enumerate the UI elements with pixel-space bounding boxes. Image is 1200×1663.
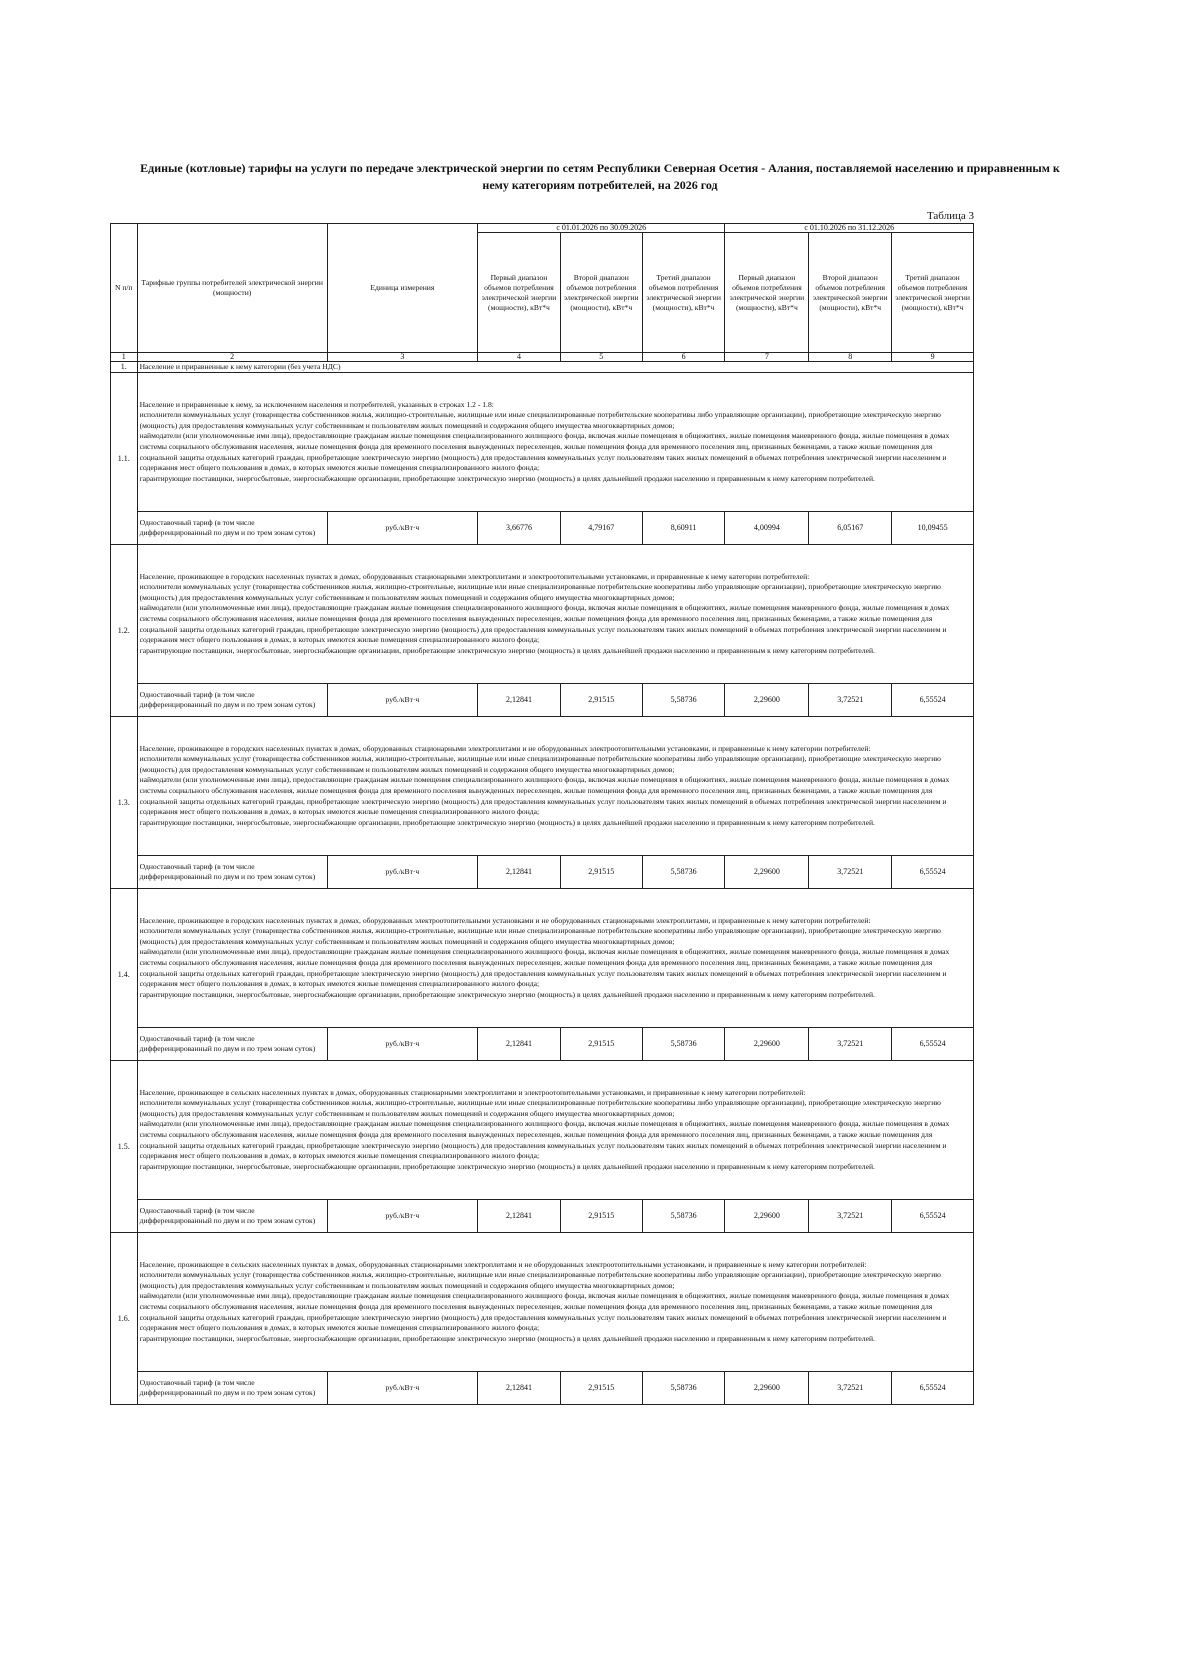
header-range-1-p1: Первый диапазон объемов потребления электрической энергии (мощности), кВт*ч bbox=[478, 233, 561, 353]
tariff-rate-row bbox=[111, 512, 974, 545]
tariff-value: 2,12841 bbox=[478, 1372, 561, 1405]
header-no: N п/п bbox=[111, 224, 138, 353]
index-cell: 8 bbox=[809, 353, 892, 362]
rate-label: Одноставочный тариф (в том числе дифференцированный по двум и по трем зонам суток) bbox=[137, 684, 327, 717]
header-row-period bbox=[111, 224, 974, 233]
tariff-value: 3,72521 bbox=[809, 1028, 892, 1061]
tariff-description-row bbox=[111, 373, 974, 512]
tariff-description-row bbox=[111, 717, 974, 856]
rate-label: Одноставочный тариф (в том числе дифференцированный по двум и по трем зонам суток) bbox=[137, 1028, 327, 1061]
consumer-group-description bbox=[137, 1233, 973, 1372]
tariff-value: 2,91515 bbox=[560, 856, 642, 889]
tariff-value: 5,58736 bbox=[642, 856, 725, 889]
tariff-rate-row bbox=[111, 856, 974, 889]
tariff-table bbox=[110, 223, 974, 1405]
consumer-subgroup-line: наймодатели (или уполномоченные ими лица), предоставляющие гражданам жилые помещения специализированного жилищного фонда, включая жилые помещения в общежитиях, жилые помещения маневренного фонда, жилые помещения в домах системы социального обслуживания населения, жилые помещения фонда для временного поселения вынужденных переселенцев, жилые помещения фонда для временного поселения лиц, признанных беженцами, а также жилые помещения для социальной защиты отдельных категорий граждан, приобретающие электрическую энергию (мощность) для предоставления коммунальных услуг пользователям таких жилых помещений в объемах потребления электрической энергии населением и содержания мест общего пользования в домах, в которых имеются жилые помещения специализированного жилого фонда; bbox=[139, 603, 950, 645]
index-cell: 9 bbox=[892, 353, 974, 362]
rate-label: Одноставочный тариф (в том числе дифференцированный по двум и по трем зонам суток) bbox=[137, 856, 327, 889]
consumer-subgroup-line: исполнители коммунальных услуг (товарищества собственников жилья, жилищно-строительные, жилищные или иные специализированные потребительские кооперативы либо управляющие организации), приобретающие электрическую энергию (мощность) для предоставления коммунальных услуг собственникам и пользователям жилых помещений и содержания общего имущества многоквартирных домов; bbox=[139, 1270, 941, 1290]
index-cell: 6 bbox=[642, 353, 725, 362]
tariff-value: 3,72521 bbox=[809, 684, 892, 717]
header-range-3-p1: Третий диапазон объемов потребления электрической энергии (мощности), кВт*ч bbox=[642, 233, 725, 353]
tariff-value: 10,09455 bbox=[892, 512, 974, 545]
tariff-value: 8,60911 bbox=[642, 512, 725, 545]
consumer-group-description bbox=[137, 545, 973, 684]
consumer-subgroup-line: наймодатели (или уполномоченные ими лица), предоставляющие гражданам жилые помещения специализированного жилищного фонда, включая жилые помещения в общежитиях, жилые помещения маневренного фонда, жилые помещения в домах системы социального обслуживания населения, жилые помещения фонда для временного поселения вынужденных переселенцев, жилые помещения фонда для временного поселения лиц, признанных беженцами, а также жилые помещения для социальной защиты отдельных категорий граждан, приобретающие электрическую энергию (мощность) для предоставления коммунальных услуг пользователям таких жилых помещений в объемах потребления электрической энергии населением и содержания мест общего пользования в домах, в которых имеются жилые помещения специализированного жилого фонда; bbox=[139, 431, 950, 473]
header-range-2-p1: Второй диапазон объемов потребления электрической энергии (мощности), кВт*ч bbox=[560, 233, 642, 353]
tariff-value: 5,58736 bbox=[642, 684, 725, 717]
header-index-row bbox=[111, 353, 974, 362]
section-row bbox=[111, 362, 974, 373]
rate-unit: руб./кВт·ч bbox=[327, 1028, 477, 1061]
rate-unit: руб./кВт·ч bbox=[327, 1200, 477, 1233]
consumer-subgroup-line: гарантирующие поставщики, энергосбытовые, энергоснабжающие организации, приобретающие электрическую энергию (мощность) в целях дальнейшей продажи населению и приравненным к нему категориям потребителей. bbox=[139, 473, 875, 483]
rate-unit: руб./кВт·ч bbox=[327, 512, 477, 545]
consumer-subgroup-line: наймодатели (или уполномоченные ими лица), предоставляющие гражданам жилые помещения специализированного жилищного фонда, включая жилые помещения в общежитиях, жилые помещения маневренного фонда, жилые помещения в домах системы социального обслуживания населения, жилые помещения фонда для временного поселения вынужденных переселенцев, жилые помещения фонда для временного поселения лиц, признанных беженцами, а также жилые помещения для социальной защиты отдельных категорий граждан, приобретающие электрическую энергию (мощность) для предоставления коммунальных услуг пользователям таких жилых помещений в объемах потребления электрической энергии населением и содержания мест общего пользования в домах, в которых имеются жилые помещения специализированного жилого фонда; bbox=[139, 947, 950, 989]
tariff-value: 3,72521 bbox=[809, 856, 892, 889]
rate-label: Одноставочный тариф (в том числе дифференцированный по двум и по трем зонам суток) bbox=[137, 1200, 327, 1233]
consumer-subgroup-line: гарантирующие поставщики, энергосбытовые, энергоснабжающие организации, приобретающие электрическую энергию (мощность) в целях дальнейшей продажи населению и приравненным к нему категориям потребителей. bbox=[139, 817, 875, 827]
index-cell: 1 bbox=[111, 353, 138, 362]
tariff-value: 6,05167 bbox=[809, 512, 892, 545]
consumer-group-description bbox=[137, 373, 973, 512]
tariff-value: 4,00994 bbox=[725, 512, 809, 545]
consumer-subgroup-line: гарантирующие поставщики, энергосбытовые, энергоснабжающие организации, приобретающие электрическую энергию (мощность) в целях дальнейшей продажи населению и приравненным к нему категориям потребителей. bbox=[139, 645, 875, 655]
consumer-group-heading: Население, проживающее в городских населенных пунктах в домах, оборудованных электроотопительными установками и не оборудованных стационарными электроплитами, и приравненные к нему категории потребителей: bbox=[139, 915, 871, 925]
rate-label: Одноставочный тариф (в том числе дифференцированный по двум и по трем зонам суток) bbox=[137, 512, 327, 545]
consumer-subgroup-line: исполнители коммунальных услуг (товарищества собственников жилья, жилищно-строительные, жилищные или иные специализированные потребительские кооперативы либо управляющие организации), приобретающие электрическую энергию (мощность) для предоставления коммунальных услуг собственникам и пользователям жилых помещений и содержания общего имущества многоквартирных домов; bbox=[139, 410, 941, 430]
index-cell: 4 bbox=[478, 353, 561, 362]
tariff-value: 2,91515 bbox=[560, 1372, 642, 1405]
index-cell: 7 bbox=[725, 353, 809, 362]
header-group: Тарифные группы потребителей электрической энергии (мощности) bbox=[137, 224, 327, 353]
tariff-value: 2,29600 bbox=[725, 1200, 809, 1233]
tariff-value: 2,12841 bbox=[478, 684, 561, 717]
tariff-description-row bbox=[111, 1061, 974, 1200]
consumer-group-heading: Население и приравненные к нему, за исключением населения и потребителей, указанных в строках 1.2 - 1.8: bbox=[139, 399, 494, 409]
rate-label: Одноставочный тариф (в том числе дифференцированный по двум и по трем зонам суток) bbox=[137, 1372, 327, 1405]
consumer-subgroup-line: гарантирующие поставщики, энергосбытовые, энергоснабжающие организации, приобретающие электрическую энергию (мощность) в целях дальнейшей продажи населению и приравненным к нему категориям потребителей. bbox=[139, 1333, 875, 1343]
row-number: 1.4. bbox=[111, 889, 138, 1061]
consumer-subgroup-line: исполнители коммунальных услуг (товарищества собственников жилья, жилищно-строительные, жилищные или иные специализированные потребительские кооперативы либо управляющие организации), приобретающие электрическую энергию (мощность) для предоставления коммунальных услуг собственникам и пользователям жилых помещений и содержания общего имущества многоквартирных домов; bbox=[139, 926, 941, 946]
tariff-description-row bbox=[111, 545, 974, 684]
tariff-rate-row bbox=[111, 1372, 974, 1405]
tariff-value: 2,29600 bbox=[725, 1028, 809, 1061]
header-period-1: с 01.01.2026 по 30.09.2026 bbox=[478, 224, 725, 233]
tariff-value: 5,58736 bbox=[642, 1200, 725, 1233]
tariff-value: 2,12841 bbox=[478, 856, 561, 889]
page-title: Единые (котловые) тарифы на услуги по передаче электрической энергии по сетям Республики Северная Осетия - Алания, поставляемой населению и приравненным к нему категориям потребителей, на 2026 год bbox=[140, 161, 1060, 192]
table-label: Таблица 3 bbox=[926, 210, 974, 222]
row-number: 1.1. bbox=[111, 373, 138, 545]
tariff-description-row bbox=[111, 889, 974, 1028]
tariff-value: 3,66776 bbox=[478, 512, 561, 545]
rate-unit: руб./кВт·ч bbox=[327, 684, 477, 717]
section-no: 1. bbox=[111, 362, 138, 373]
tariff-value: 2,91515 bbox=[560, 1200, 642, 1233]
row-number: 1.2. bbox=[111, 545, 138, 717]
consumer-subgroup-line: наймодатели (или уполномоченные ими лица), предоставляющие гражданам жилые помещения специализированного жилищного фонда, включая жилые помещения в общежитиях, жилые помещения маневренного фонда, жилые помещения в домах системы социального обслуживания населения, жилые помещения фонда для временного поселения вынужденных переселенцев, жилые помещения фонда для временного поселения лиц, признанных беженцами, а также жилые помещения для социальной защиты отдельных категорий граждан, приобретающие электрическую энергию (мощность) для предоставления коммунальных услуг пользователям таких жилых помещений в объемах потребления электрической энергии населением и содержания мест общего пользования в домах, в которых имеются жилые помещения специализированного жилого фонда; bbox=[139, 1119, 950, 1161]
tariff-value: 4,79167 bbox=[560, 512, 642, 545]
tariff-value: 2,29600 bbox=[725, 856, 809, 889]
consumer-subgroup-line: исполнители коммунальных услуг (товарищества собственников жилья, жилищно-строительные, жилищные или иные специализированные потребительские кооперативы либо управляющие организации), приобретающие электрическую энергию (мощность) для предоставления коммунальных услуг собственникам и пользователям жилых помещений и содержания общего имущества многоквартирных домов; bbox=[139, 754, 941, 774]
rate-unit: руб./кВт·ч bbox=[327, 856, 477, 889]
tariff-value: 2,91515 bbox=[560, 684, 642, 717]
tariff-value: 2,29600 bbox=[725, 1372, 809, 1405]
section-label: Население и приравненные к нему категории (без учета НДС) bbox=[137, 362, 973, 373]
tariff-value: 5,58736 bbox=[642, 1028, 725, 1061]
index-cell: 5 bbox=[560, 353, 642, 362]
header-range-2-p2: Второй диапазон объемов потребления электрической энергии (мощности), кВт*ч bbox=[809, 233, 892, 353]
row-number: 1.6. bbox=[111, 1233, 138, 1405]
tariff-value: 6,55524 bbox=[892, 684, 974, 717]
header-period-2: с 01.10.2026 по 31.12.2026 bbox=[725, 224, 974, 233]
tariff-value: 6,55524 bbox=[892, 1028, 974, 1061]
consumer-subgroup-line: исполнители коммунальных услуг (товарищества собственников жилья, жилищно-строительные, жилищные или иные специализированные потребительские кооперативы либо управляющие организации), приобретающие электрическую энергию (мощность) для предоставления коммунальных услуг собственникам и пользователям жилых помещений и содержания общего имущества многоквартирных домов; bbox=[139, 582, 941, 602]
header-unit: Единица измерения bbox=[327, 224, 477, 353]
consumer-group-heading: Население, проживающее в городских населенных пунктах в домах, оборудованных стационарными электроплитами и не оборудованных электроотопительными установками, и приравненные к нему категории потребителей: bbox=[139, 743, 871, 753]
tariff-value: 2,12841 bbox=[478, 1028, 561, 1061]
index-cell: 2 bbox=[137, 353, 327, 362]
tariff-value: 2,29600 bbox=[725, 684, 809, 717]
consumer-subgroup-line: гарантирующие поставщики, энергосбытовые, энергоснабжающие организации, приобретающие электрическую энергию (мощность) в целях дальнейшей продажи населению и приравненным к нему категориям потребителей. bbox=[139, 989, 875, 999]
consumer-group-description bbox=[137, 717, 973, 856]
tariff-rate-row bbox=[111, 1200, 974, 1233]
tariff-value: 2,91515 bbox=[560, 1028, 642, 1061]
consumer-subgroup-line: гарантирующие поставщики, энергосбытовые, энергоснабжающие организации, приобретающие электрическую энергию (мощность) в целях дальнейшей продажи населению и приравненным к нему категориям потребителей. bbox=[139, 1161, 875, 1171]
consumer-group-description bbox=[137, 1061, 973, 1200]
consumer-group-heading: Население, проживающее в городских населенных пунктах в домах, оборудованных стационарными электроплитами и электроотопительными установками, и приравненные к нему категории потребителей: bbox=[139, 571, 810, 581]
tariff-value: 6,55524 bbox=[892, 1372, 974, 1405]
tariff-value: 3,72521 bbox=[809, 1200, 892, 1233]
tariff-value: 5,58736 bbox=[642, 1372, 725, 1405]
header-range-1-p2: Первый диапазон объемов потребления электрической энергии (мощности), кВт*ч bbox=[725, 233, 809, 353]
tariff-rate-row bbox=[111, 1028, 974, 1061]
consumer-subgroup-line: наймодатели (или уполномоченные ими лица), предоставляющие гражданам жилые помещения специализированного жилищного фонда, включая жилые помещения в общежитиях, жилые помещения маневренного фонда, жилые помещения в домах системы социального обслуживания населения, жилые помещения фонда для временного поселения вынужденных переселенцев, жилые помещения фонда для временного поселения лиц, признанных беженцами, а также жилые помещения для социальной защиты отдельных категорий граждан, приобретающие электрическую энергию (мощность) для предоставления коммунальных услуг пользователям таких жилых помещений в объемах потребления электрической энергии населением и содержания мест общего пользования в домах, в которых имеются жилые помещения специализированного жилого фонда; bbox=[139, 775, 950, 817]
tariff-value: 2,12841 bbox=[478, 1200, 561, 1233]
consumer-group-heading: Население, проживающее в сельских населенных пунктах в домах, оборудованных стационарными электроплитами и не оборудованных электроотопительными установками, и приравненные к нему категории потребителей: bbox=[139, 1259, 867, 1269]
rate-unit: руб./кВт·ч bbox=[327, 1372, 477, 1405]
consumer-subgroup-line: исполнители коммунальных услуг (товарищества собственников жилья, жилищно-строительные, жилищные или иные специализированные потребительские кооперативы либо управляющие организации), приобретающие электрическую энергию (мощность) для предоставления коммунальных услуг собственникам и пользователям жилых помещений и содержания общего имущества многоквартирных домов; bbox=[139, 1098, 941, 1118]
consumer-group-description bbox=[137, 889, 973, 1028]
tariff-rate-row bbox=[111, 684, 974, 717]
row-number: 1.3. bbox=[111, 717, 138, 889]
index-cell: 3 bbox=[327, 353, 477, 362]
tariff-value: 3,72521 bbox=[809, 1372, 892, 1405]
tariff-description-row bbox=[111, 1233, 974, 1372]
tariff-value: 6,55524 bbox=[892, 856, 974, 889]
consumer-group-heading: Население, проживающее в сельских населенных пунктах в домах, оборудованных стационарными электроплитами и электроотопительными установками, и приравненные к нему категории потребителей: bbox=[139, 1087, 806, 1097]
tariff-value: 6,55524 bbox=[892, 1200, 974, 1233]
consumer-subgroup-line: наймодатели (или уполномоченные ими лица), предоставляющие гражданам жилые помещения специализированного жилищного фонда, включая жилые помещения в общежитиях, жилые помещения маневренного фонда, жилые помещения в домах системы социального обслуживания населения, жилые помещения фонда для временного поселения вынужденных переселенцев, жилые помещения фонда для временного поселения лиц, признанных беженцами, а также жилые помещения для социальной защиты отдельных категорий граждан, приобретающие электрическую энергию (мощность) для предоставления коммунальных услуг пользователям таких жилых помещений в объемах потребления электрической энергии населением и содержания мест общего пользования в домах, в которых имеются жилые помещения специализированного жилого фонда; bbox=[139, 1291, 950, 1333]
row-number: 1.5. bbox=[111, 1061, 138, 1233]
header-range-3-p2: Третий диапазон объемов потребления электрической энергии (мощности), кВт*ч bbox=[892, 233, 974, 353]
